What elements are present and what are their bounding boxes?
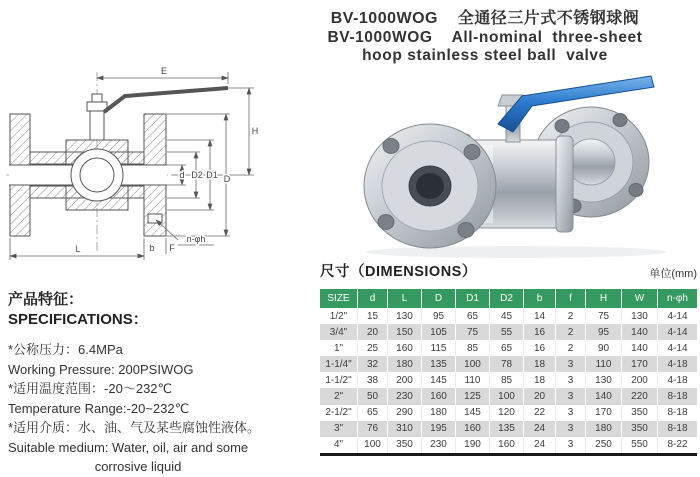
dim-label-H: H — [251, 126, 259, 136]
table-cell: 160 — [388, 340, 422, 356]
column-header: f — [556, 289, 586, 308]
table-cell: 2 — [556, 324, 586, 340]
table-cell: 130 — [586, 372, 622, 388]
table-cell: 160 — [456, 421, 490, 437]
table-cell: 310 — [388, 421, 422, 437]
table-row — [320, 372, 697, 388]
spec-line: *适用温度范围：-20～232℃ — [8, 381, 173, 396]
table-row — [320, 437, 697, 453]
table-cell: 230 — [388, 388, 422, 404]
table-cell: 135 — [490, 421, 524, 437]
dimensions-title: 尺寸（DIMENSIONS） — [320, 264, 477, 280]
dimensions-table — [320, 289, 697, 456]
column-header: W — [622, 289, 658, 308]
table-cell: 3 — [556, 437, 586, 453]
table-cell: 200 — [622, 372, 658, 388]
table-cell: 190 — [456, 437, 490, 453]
table-cell: 38 — [358, 372, 388, 388]
table-cell: 16 — [524, 324, 556, 340]
table-row — [320, 308, 697, 324]
table-cell: 125 — [456, 388, 490, 404]
table-cell: 18 — [524, 356, 556, 372]
table-cell: 95 — [422, 308, 456, 324]
table-cell: 180 — [422, 405, 456, 421]
table-cell: 4-18 — [667, 374, 688, 386]
specs-heading-cn: 产品特征： — [8, 291, 84, 308]
table-cell: 45 — [490, 308, 524, 324]
table-cell: 230 — [422, 437, 456, 453]
dim-label-E: E — [160, 66, 168, 76]
dim-label-F: F — [169, 243, 175, 253]
spec-line: Suitable medium: Water, oil, air and some — [8, 439, 249, 455]
table-cell: 290 — [388, 405, 422, 421]
table-cell: 4-14 — [667, 310, 688, 322]
table-cell: 1-1/2" — [320, 372, 358, 388]
table-cell: 120 — [490, 405, 524, 421]
title-line-en-2: hoop stainless steel ball valve — [362, 47, 608, 65]
table-cell: 1" — [320, 340, 358, 356]
table-cell: 8-18 — [667, 423, 688, 435]
table-cell: 18 — [524, 372, 556, 388]
table-cell: 4-14 — [667, 342, 688, 354]
photo-shadow — [366, 246, 666, 258]
table-row — [320, 421, 697, 437]
table-cell: 3/4" — [320, 324, 358, 340]
dimensions-header — [320, 289, 697, 308]
table-cell: 85 — [490, 372, 524, 388]
table-cell: 140 — [622, 340, 658, 356]
table-cell: 250 — [586, 437, 622, 453]
title-line-en-1: BV-1000WOG All-nominal three-sheet — [327, 28, 643, 46]
table-cell: 2" — [320, 388, 358, 404]
table-cell: 170 — [586, 405, 622, 421]
table-cell: 350 — [622, 421, 658, 437]
valve-product-photo — [348, 62, 678, 262]
table-cell: 85 — [456, 340, 490, 356]
table-cell: 32 — [358, 356, 388, 372]
table-cell: 2 — [556, 340, 586, 356]
table-cell: 140 — [622, 324, 658, 340]
table-row — [320, 405, 697, 421]
table-cell: 16 — [524, 340, 556, 356]
table-cell: 350 — [388, 437, 422, 453]
table-cell: 14 — [524, 308, 556, 324]
spec-line: Working Pressure: 200PSIWOG — [8, 361, 194, 377]
table-cell: 25 — [358, 340, 388, 356]
table-cell: 3 — [556, 356, 586, 372]
table-cell: 200 — [388, 372, 422, 388]
table-cell: 1/2" — [320, 308, 358, 324]
table-cell: 145 — [456, 405, 490, 421]
table-cell: 550 — [622, 437, 658, 453]
table-cell: 3 — [556, 372, 586, 388]
table-cell: 115 — [422, 340, 456, 356]
table-cell: 170 — [622, 356, 658, 372]
table-row — [320, 340, 697, 356]
dim-label-b: b — [149, 243, 155, 253]
table-cell: 78 — [490, 356, 524, 372]
table-cell: 2 — [556, 308, 586, 324]
table-cell: 150 — [388, 324, 422, 340]
dimensions-unit: 单位(mm) — [649, 268, 697, 280]
specifications-section — [8, 290, 320, 477]
table-row — [320, 388, 697, 404]
dim-label-D2: D2 — [191, 170, 203, 180]
table-cell: 220 — [622, 388, 658, 404]
table-cell: 4-18 — [667, 358, 688, 370]
dimensions-table-body — [320, 308, 697, 453]
table-cell: 90 — [586, 340, 622, 356]
dim-label-d: d — [179, 170, 185, 180]
table-cell: 24 — [524, 437, 556, 453]
page-title — [272, 10, 698, 65]
table-cell: 105 — [422, 324, 456, 340]
spec-line: *公称压力：6.4MPa — [8, 342, 123, 357]
table-cell: 180 — [388, 356, 422, 372]
table-cell: 20 — [358, 324, 388, 340]
table-cell: 20 — [524, 388, 556, 404]
table-cell: 195 — [422, 421, 456, 437]
table-cell: 55 — [490, 324, 524, 340]
spec-line: corrosive liquid — [8, 459, 182, 474]
table-cell: 180 — [586, 421, 622, 437]
spec-lines — [8, 340, 320, 477]
column-header: SIZE — [320, 289, 358, 308]
table-row — [320, 356, 697, 372]
specs-heading-en: SPECIFICATIONS： — [8, 310, 148, 328]
table-cell: 100 — [358, 437, 388, 453]
table-cell: 3 — [556, 388, 586, 404]
table-cell: 2-1/2" — [320, 405, 358, 421]
table-cell: 130 — [622, 308, 658, 324]
table-cell: 1-1/4" — [320, 356, 358, 372]
title-line-cn: BV-1000WOG 全通径三片式不锈钢球阀 — [330, 10, 640, 27]
table-cell: 140 — [586, 388, 622, 404]
table-cell: 145 — [422, 372, 456, 388]
valve-section — [9, 88, 228, 236]
table-cell: 100 — [490, 388, 524, 404]
table-row — [320, 324, 697, 340]
table-cell: 95 — [586, 324, 622, 340]
table-cell: 24 — [524, 421, 556, 437]
table-cell: 22 — [524, 405, 556, 421]
table-cell: 4" — [320, 437, 358, 453]
column-header: H — [586, 289, 622, 308]
table-cell: 65 — [490, 340, 524, 356]
table-cell: 75 — [456, 324, 490, 340]
table-cell: 15 — [358, 308, 388, 324]
table-cell: 8-18 — [667, 391, 688, 403]
column-header: D2 — [490, 289, 524, 308]
valve-technical-drawing — [2, 54, 264, 264]
table-cell: 76 — [358, 421, 388, 437]
dim-label-nph: n-φh — [186, 234, 206, 244]
table-cell: 65 — [358, 405, 388, 421]
column-header: b — [524, 289, 556, 308]
table-cell: 135 — [422, 356, 456, 372]
table-cell: 160 — [422, 388, 456, 404]
dimensions-titlebar — [320, 260, 697, 281]
table-cell: 160 — [490, 437, 524, 453]
dim-label-D: D — [223, 174, 231, 184]
column-header: d — [358, 289, 388, 308]
column-header: D1 — [456, 289, 490, 308]
table-cell: 3 — [556, 421, 586, 437]
dim-label-D1: D1 — [206, 170, 218, 180]
left-flange — [364, 124, 496, 248]
table-cell: 100 — [456, 356, 490, 372]
column-header: D — [422, 289, 456, 308]
table-cell: 3" — [320, 421, 358, 437]
column-header: n-φh — [667, 293, 688, 304]
table-cell: 3 — [556, 405, 586, 421]
table-cell: 350 — [622, 405, 658, 421]
table-cell: 8-18 — [667, 407, 688, 419]
spec-line: *适用介质：水、油、气及某些腐蚀性液体。 — [8, 420, 261, 435]
table-cell: 130 — [388, 308, 422, 324]
column-header: L — [388, 289, 422, 308]
table-cell: 110 — [586, 356, 622, 372]
table-cell: 50 — [358, 388, 388, 404]
table-cell: 75 — [586, 308, 622, 324]
table-cell: 4-14 — [667, 326, 688, 338]
table-cell: 110 — [456, 372, 490, 388]
dim-label-L: L — [75, 244, 81, 254]
table-cell: 8-22 — [667, 439, 688, 451]
table-cell: 65 — [456, 308, 490, 324]
spec-line: Temperature Range:-20~232℃ — [8, 400, 190, 416]
